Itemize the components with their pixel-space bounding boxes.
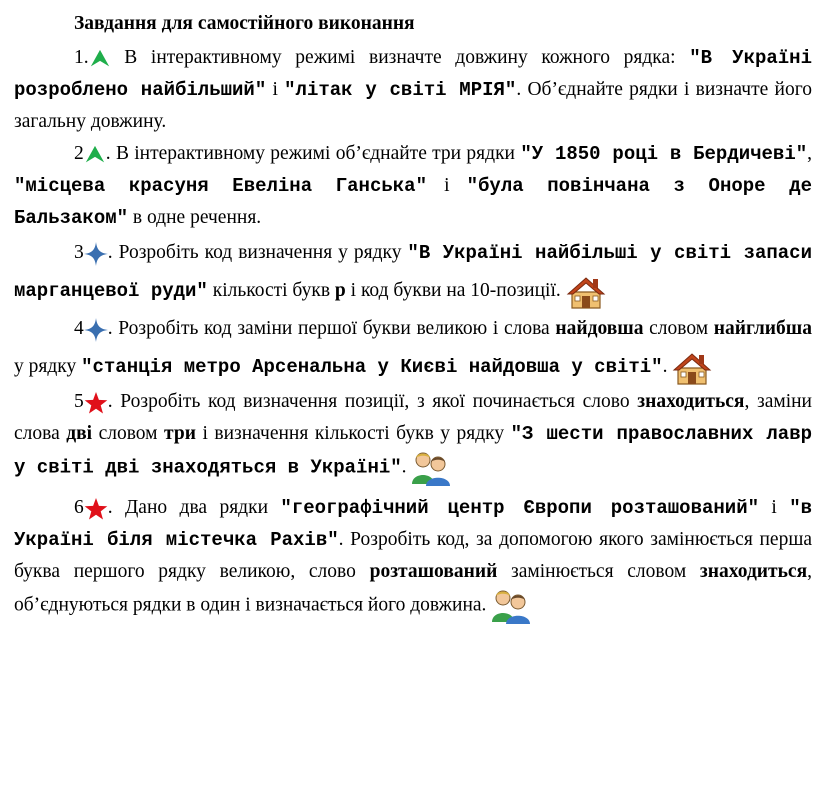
task-4-text: . bbox=[662, 356, 668, 377]
task-4-word-2: найглибша bbox=[713, 318, 812, 339]
blue-star-icon bbox=[84, 242, 108, 266]
task-5 bbox=[14, 386, 812, 486]
task-2-number: 2 bbox=[74, 143, 84, 164]
task-4-text: словом bbox=[643, 318, 714, 339]
task-1-text: і bbox=[266, 79, 285, 100]
task-2 bbox=[14, 138, 812, 234]
task-5-word-2: дві bbox=[66, 423, 93, 444]
task-4-text: у рядку bbox=[14, 356, 82, 377]
task-5-string: "З шести православних лавр у світі дві знаходяться в Україні" bbox=[14, 423, 813, 479]
task-2-string-3: "була повінчана з Оноре де Бальзаком" bbox=[14, 175, 812, 229]
task-3-text: і код букви на 10-позиції. bbox=[345, 280, 561, 301]
task-2-text: , bbox=[807, 143, 813, 164]
task-4-number: 4 bbox=[74, 318, 84, 339]
house-icon bbox=[672, 350, 712, 386]
task-6-text: і bbox=[759, 497, 790, 518]
task-1-string-2: "літак у світі МРІЯ" bbox=[284, 79, 517, 101]
task-3-letter: р bbox=[334, 280, 346, 301]
task-2-string-1: "У 1850 році в Бердичеві" bbox=[520, 143, 808, 165]
task-6-word-2: знаходиться bbox=[699, 561, 808, 582]
task-4-text: . Розробіть код заміни першої букви великою і слова bbox=[107, 318, 556, 339]
task-3-text: . Розробіть код визначення у рядку bbox=[107, 242, 408, 263]
task-3-number: 3 bbox=[74, 242, 84, 263]
task-2-text: і bbox=[426, 175, 467, 196]
task-6-text: замінюється словом bbox=[497, 561, 700, 582]
task-5-text: словом bbox=[92, 423, 165, 444]
task-6-text: , об’єднуються рядки в один і визначається його довжина. bbox=[14, 561, 813, 616]
task-6 bbox=[14, 492, 812, 624]
task-5-text: . bbox=[401, 456, 407, 478]
task-5-text: і визначення кількості букв у рядку bbox=[195, 423, 511, 444]
task-5-number: 5 bbox=[74, 391, 84, 412]
task-6-text: . Дано два рядки bbox=[107, 497, 281, 518]
red-star-icon bbox=[84, 497, 108, 521]
task-1-text: В інтерактивному режимі визначте довжину кожного рядка: bbox=[110, 47, 690, 68]
task-1 bbox=[14, 42, 812, 138]
task-6-string-2: "в Україні біля містечка Рахів" bbox=[14, 497, 813, 551]
task-1-string-1: "В Україні розроблено найбільший" bbox=[14, 47, 812, 101]
house-icon bbox=[566, 274, 606, 310]
green-arrow-icon bbox=[89, 48, 111, 70]
task-4-word-1: найдовша bbox=[555, 318, 644, 339]
task-1-text: . Об’єднайте рядки і визначте його загальну довжину. bbox=[14, 79, 812, 132]
task-1-number: 1. bbox=[74, 47, 89, 68]
task-6-string-1: "географічний центр Європи розташований" bbox=[280, 497, 759, 519]
section-title: Завдання для самостійного виконання bbox=[74, 13, 415, 34]
task-5-text: , заміни слова bbox=[14, 391, 812, 444]
task-6-text: . Розробіть код, за допомогою якого замінюється перша буква першого рядку великою, слово bbox=[14, 529, 812, 582]
task-2-text: . В інтерактивному режимі об’єднайте три рядки bbox=[105, 143, 521, 164]
task-4-string: "станція метро Арсенальна у Києві найдовша у світі" bbox=[81, 356, 663, 378]
task-4 bbox=[14, 310, 812, 386]
pair-work-icon bbox=[491, 588, 531, 624]
task-3 bbox=[14, 234, 812, 310]
blue-star-icon bbox=[84, 318, 108, 342]
task-2-string-2: "місцева красуня Евеліна Ганська" bbox=[14, 175, 427, 197]
task-5-word-1: знаходиться bbox=[637, 391, 745, 412]
green-arrow-icon bbox=[84, 144, 106, 166]
pair-work-icon bbox=[411, 450, 451, 486]
task-6-word-1: розташований bbox=[369, 561, 498, 582]
task-5-text: . Розробіть код визначення позиції, з якої починається слово bbox=[107, 391, 638, 412]
task-3-text: кількості букв bbox=[207, 280, 335, 301]
task-3-string: "В Україні найбільші у світі запаси марганцевої руди" bbox=[14, 242, 812, 302]
task-2-text: в одне речення. bbox=[128, 207, 262, 228]
red-star-icon bbox=[84, 391, 108, 415]
task-5-word-3: три bbox=[164, 423, 196, 444]
task-6-number: 6 bbox=[74, 497, 84, 518]
